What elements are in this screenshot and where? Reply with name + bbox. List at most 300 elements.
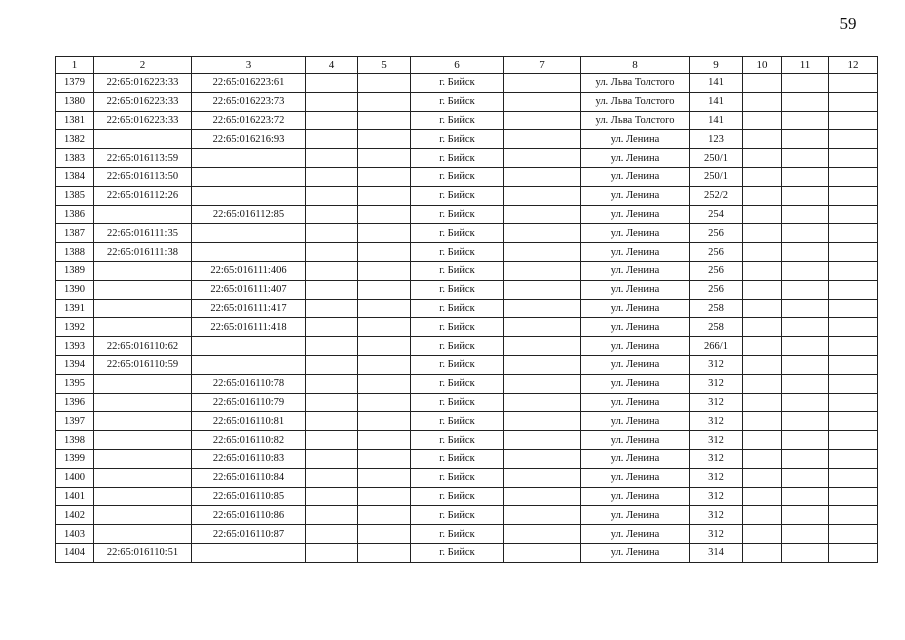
- table-cell-col-11: [782, 167, 829, 186]
- table-cell-col-6: г. Бийск: [411, 487, 504, 506]
- table-cell-col-9: 258: [690, 318, 743, 337]
- table-cell-col-1: 1401: [56, 487, 94, 506]
- table-cell-col-8: ул. Ленина: [581, 280, 690, 299]
- table-cell-col-2: 22:65:016110:51: [94, 543, 192, 562]
- table-cell-col-4: [306, 412, 358, 431]
- table-row: [56, 355, 878, 374]
- table-cell-col-11: [782, 543, 829, 562]
- table-cell-col-7: [504, 412, 581, 431]
- table-cell-col-10: [743, 355, 782, 374]
- table-cell-col-1: 1394: [56, 355, 94, 374]
- table-row: [56, 318, 878, 337]
- table-cell-col-12: [829, 487, 878, 506]
- table-cell-col-12: [829, 186, 878, 205]
- table-cell-col-6: г. Бийск: [411, 525, 504, 544]
- table-cell-col-5: [358, 318, 411, 337]
- table-cell-col-7: [504, 92, 581, 111]
- table-cell-col-9: 312: [690, 431, 743, 450]
- table-cell-col-6: г. Бийск: [411, 280, 504, 299]
- table-cell-col-11: [782, 111, 829, 130]
- table-cell-col-11: [782, 487, 829, 506]
- table-cell-col-9: 312: [690, 487, 743, 506]
- column-header-10: 10: [743, 57, 782, 74]
- table-cell-col-11: [782, 186, 829, 205]
- table-cell-col-9: 312: [690, 412, 743, 431]
- table-cell-col-7: [504, 431, 581, 450]
- table-cell-col-10: [743, 393, 782, 412]
- table-cell-col-7: [504, 468, 581, 487]
- table-cell-col-12: [829, 525, 878, 544]
- table-cell-col-2: 22:65:016110:62: [94, 337, 192, 356]
- table-cell-col-2: [94, 261, 192, 280]
- table-cell-col-2: [94, 280, 192, 299]
- table-cell-col-1: 1398: [56, 431, 94, 450]
- table-cell-col-10: [743, 468, 782, 487]
- table-cell-col-3: [192, 149, 306, 168]
- table-cell-col-7: [504, 299, 581, 318]
- table-cell-col-3: 22:65:016112:85: [192, 205, 306, 224]
- column-header-12: 12: [829, 57, 878, 74]
- column-header-1: 1: [56, 57, 94, 74]
- table-cell-col-8: ул. Ленина: [581, 318, 690, 337]
- table-cell-col-5: [358, 412, 411, 431]
- table-cell-col-10: [743, 149, 782, 168]
- page-number: 59: [839, 14, 857, 33]
- table-cell-col-10: [743, 337, 782, 356]
- table-cell-col-7: [504, 393, 581, 412]
- table-cell-col-9: 254: [690, 205, 743, 224]
- table-cell-col-8: ул. Ленина: [581, 130, 690, 149]
- table-cell-col-4: [306, 205, 358, 224]
- table-cell-col-3: [192, 167, 306, 186]
- table-cell-col-4: [306, 74, 358, 93]
- table-cell-col-5: [358, 92, 411, 111]
- table-cell-col-1: 1403: [56, 525, 94, 544]
- table-cell-col-11: [782, 224, 829, 243]
- table-cell-col-3: 22:65:016110:81: [192, 412, 306, 431]
- table-cell-col-5: [358, 337, 411, 356]
- table-cell-col-3: 22:65:016110:83: [192, 449, 306, 468]
- table-cell-col-3: [192, 337, 306, 356]
- table-cell-col-4: [306, 468, 358, 487]
- table-cell-col-4: [306, 374, 358, 393]
- table-cell-col-4: [306, 337, 358, 356]
- table-cell-col-5: [358, 205, 411, 224]
- table-cell-col-8: ул. Ленина: [581, 167, 690, 186]
- table-cell-col-2: 22:65:016223:33: [94, 74, 192, 93]
- table-cell-col-4: [306, 449, 358, 468]
- table-cell-col-1: 1379: [56, 74, 94, 93]
- table-cell-col-2: [94, 487, 192, 506]
- table-cell-col-11: [782, 149, 829, 168]
- table-cell-col-4: [306, 487, 358, 506]
- column-header-2: 2: [94, 57, 192, 74]
- table-cell-col-10: [743, 374, 782, 393]
- table-cell-col-8: ул. Ленина: [581, 412, 690, 431]
- table-cell-col-7: [504, 74, 581, 93]
- table-cell-col-9: 256: [690, 224, 743, 243]
- table-cell-col-10: [743, 261, 782, 280]
- table-cell-col-4: [306, 149, 358, 168]
- table-cell-col-4: [306, 299, 358, 318]
- table-cell-col-8: ул. Ленина: [581, 431, 690, 450]
- table-cell-col-2: 22:65:016113:59: [94, 149, 192, 168]
- table-body: [56, 74, 878, 563]
- table-cell-col-12: [829, 111, 878, 130]
- table-cell-col-9: 312: [690, 449, 743, 468]
- table-cell-col-10: [743, 167, 782, 186]
- table-cell-col-5: [358, 243, 411, 262]
- table-cell-col-7: [504, 337, 581, 356]
- table-cell-col-11: [782, 506, 829, 525]
- column-header-11: 11: [782, 57, 829, 74]
- table-cell-col-3: 22:65:016223:61: [192, 74, 306, 93]
- table-cell-col-11: [782, 412, 829, 431]
- table-row: [56, 506, 878, 525]
- table-cell-col-1: 1404: [56, 543, 94, 562]
- table-cell-col-10: [743, 92, 782, 111]
- table-cell-col-9: 123: [690, 130, 743, 149]
- table-cell-col-2: [94, 205, 192, 224]
- table-cell-col-6: г. Бийск: [411, 92, 504, 111]
- table-cell-col-11: [782, 468, 829, 487]
- table-cell-col-6: г. Бийск: [411, 299, 504, 318]
- table-cell-col-1: 1389: [56, 261, 94, 280]
- table-cell-col-5: [358, 74, 411, 93]
- table-row: [56, 130, 878, 149]
- table-cell-col-12: [829, 261, 878, 280]
- table-cell-col-1: 1402: [56, 506, 94, 525]
- table-cell-col-5: [358, 525, 411, 544]
- table-cell-col-12: [829, 337, 878, 356]
- table-cell-col-7: [504, 130, 581, 149]
- table-cell-col-10: [743, 280, 782, 299]
- table-row: [56, 468, 878, 487]
- table-cell-col-11: [782, 130, 829, 149]
- table-cell-col-6: г. Бийск: [411, 130, 504, 149]
- table-cell-col-4: [306, 224, 358, 243]
- table-cell-col-1: 1390: [56, 280, 94, 299]
- table-cell-col-10: [743, 525, 782, 544]
- table-cell-col-3: 22:65:016110:84: [192, 468, 306, 487]
- table-row: [56, 280, 878, 299]
- table-cell-col-6: г. Бийск: [411, 74, 504, 93]
- table-cell-col-5: [358, 393, 411, 412]
- table-cell-col-11: [782, 74, 829, 93]
- table-cell-col-8: ул. Ленина: [581, 506, 690, 525]
- table-cell-col-12: [829, 393, 878, 412]
- table-row: [56, 74, 878, 93]
- table-cell-col-9: 312: [690, 506, 743, 525]
- table-cell-col-7: [504, 243, 581, 262]
- table-cell-col-2: 22:65:016223:33: [94, 92, 192, 111]
- table-cell-col-3: 22:65:016223:72: [192, 111, 306, 130]
- table-cell-col-10: [743, 224, 782, 243]
- table-cell-col-8: ул. Льва Толстого: [581, 92, 690, 111]
- table-cell-col-9: 258: [690, 299, 743, 318]
- table-cell-col-4: [306, 355, 358, 374]
- table-cell-col-1: 1381: [56, 111, 94, 130]
- table-cell-col-1: 1396: [56, 393, 94, 412]
- table-cell-col-8: ул. Ленина: [581, 449, 690, 468]
- table-cell-col-4: [306, 393, 358, 412]
- table-cell-col-5: [358, 449, 411, 468]
- table-cell-col-6: г. Бийск: [411, 111, 504, 130]
- table-cell-col-10: [743, 431, 782, 450]
- table-cell-col-12: [829, 374, 878, 393]
- table-cell-col-10: [743, 543, 782, 562]
- table-cell-col-8: ул. Ленина: [581, 337, 690, 356]
- table-cell-col-6: г. Бийск: [411, 337, 504, 356]
- table-cell-col-5: [358, 130, 411, 149]
- table-cell-col-11: [782, 431, 829, 450]
- column-header-4: 4: [306, 57, 358, 74]
- table-cell-col-7: [504, 525, 581, 544]
- table-cell-col-3: 22:65:016111:417: [192, 299, 306, 318]
- table-cell-col-2: [94, 393, 192, 412]
- table-cell-col-11: [782, 299, 829, 318]
- table-cell-col-12: [829, 92, 878, 111]
- table-cell-col-5: [358, 543, 411, 562]
- table-cell-col-12: [829, 224, 878, 243]
- table-cell-col-4: [306, 431, 358, 450]
- table-cell-col-6: г. Бийск: [411, 205, 504, 224]
- table-cell-col-5: [358, 468, 411, 487]
- table-cell-col-8: ул. Ленина: [581, 261, 690, 280]
- table-cell-col-3: 22:65:016110:82: [192, 431, 306, 450]
- table-cell-col-12: [829, 149, 878, 168]
- table-cell-col-5: [358, 506, 411, 525]
- table-cell-col-9: 250/1: [690, 149, 743, 168]
- table-cell-col-12: [829, 243, 878, 262]
- table-cell-col-7: [504, 318, 581, 337]
- column-header-8: 8: [581, 57, 690, 74]
- table-cell-col-6: г. Бийск: [411, 167, 504, 186]
- table-cell-col-6: г. Бийск: [411, 506, 504, 525]
- table-cell-col-11: [782, 449, 829, 468]
- table-cell-col-8: ул. Льва Толстого: [581, 111, 690, 130]
- table-cell-col-2: 22:65:016113:50: [94, 167, 192, 186]
- table-cell-col-8: ул. Ленина: [581, 243, 690, 262]
- table-cell-col-4: [306, 92, 358, 111]
- table-cell-col-4: [306, 318, 358, 337]
- column-header-6: 6: [411, 57, 504, 74]
- table-row: [56, 543, 878, 562]
- table-cell-col-7: [504, 186, 581, 205]
- table-row: [56, 224, 878, 243]
- table-cell-col-4: [306, 261, 358, 280]
- table-row: [56, 393, 878, 412]
- table-cell-col-11: [782, 243, 829, 262]
- table-cell-col-10: [743, 318, 782, 337]
- table-cell-col-4: [306, 167, 358, 186]
- table-row: [56, 449, 878, 468]
- table-cell-col-7: [504, 355, 581, 374]
- table-cell-col-10: [743, 74, 782, 93]
- table-cell-col-7: [504, 149, 581, 168]
- table-cell-col-9: 312: [690, 355, 743, 374]
- table-row: [56, 92, 878, 111]
- table-cell-col-12: [829, 318, 878, 337]
- table-cell-col-3: [192, 355, 306, 374]
- table-cell-col-1: 1382: [56, 130, 94, 149]
- table-cell-col-12: [829, 167, 878, 186]
- table-cell-col-11: [782, 355, 829, 374]
- table-cell-col-9: 252/2: [690, 186, 743, 205]
- table-cell-col-11: [782, 337, 829, 356]
- table-row: [56, 186, 878, 205]
- table-cell-col-5: [358, 355, 411, 374]
- column-header-9: 9: [690, 57, 743, 74]
- table-cell-col-6: г. Бийск: [411, 224, 504, 243]
- table-cell-col-1: 1392: [56, 318, 94, 337]
- table-cell-col-3: [192, 186, 306, 205]
- table-row: [56, 205, 878, 224]
- table-row: [56, 337, 878, 356]
- table-cell-col-7: [504, 167, 581, 186]
- table-cell-col-1: 1391: [56, 299, 94, 318]
- table-cell-col-8: ул. Ленина: [581, 468, 690, 487]
- table-cell-col-3: 22:65:016111:406: [192, 261, 306, 280]
- table-cell-col-5: [358, 111, 411, 130]
- table-cell-col-10: [743, 186, 782, 205]
- table-row: [56, 149, 878, 168]
- column-header-3: 3: [192, 57, 306, 74]
- table-cell-col-2: [94, 130, 192, 149]
- table-cell-col-10: [743, 205, 782, 224]
- table-cell-col-12: [829, 280, 878, 299]
- table-cell-col-3: [192, 543, 306, 562]
- table-cell-col-11: [782, 205, 829, 224]
- table-cell-col-3: 22:65:016110:79: [192, 393, 306, 412]
- table-cell-col-6: г. Бийск: [411, 449, 504, 468]
- table-cell-col-12: [829, 299, 878, 318]
- table-cell-col-5: [358, 431, 411, 450]
- table-cell-col-12: [829, 130, 878, 149]
- table-cell-col-3: [192, 224, 306, 243]
- table-row: [56, 374, 878, 393]
- table-cell-col-9: 266/1: [690, 337, 743, 356]
- table-cell-col-4: [306, 243, 358, 262]
- table-cell-col-5: [358, 224, 411, 243]
- table-cell-col-2: [94, 318, 192, 337]
- table-cell-col-12: [829, 431, 878, 450]
- table-cell-col-3: 22:65:016110:78: [192, 374, 306, 393]
- table-cell-col-7: [504, 205, 581, 224]
- table-cell-col-7: [504, 224, 581, 243]
- table-cell-col-10: [743, 111, 782, 130]
- table-cell-col-9: 312: [690, 468, 743, 487]
- table-cell-col-8: ул. Ленина: [581, 299, 690, 318]
- table-cell-col-4: [306, 543, 358, 562]
- table-cell-col-1: 1383: [56, 149, 94, 168]
- table-cell-col-8: ул. Ленина: [581, 393, 690, 412]
- table-cell-col-6: г. Бийск: [411, 186, 504, 205]
- table-cell-col-2: [94, 374, 192, 393]
- table-row: [56, 261, 878, 280]
- table-cell-col-9: 141: [690, 111, 743, 130]
- table-cell-col-12: [829, 74, 878, 93]
- table-cell-col-12: [829, 468, 878, 487]
- table-cell-col-8: ул. Ленина: [581, 487, 690, 506]
- table-cell-col-5: [358, 261, 411, 280]
- table-cell-col-7: [504, 506, 581, 525]
- table-cell-col-8: ул. Ленина: [581, 355, 690, 374]
- table-cell-col-3: 22:65:016110:86: [192, 506, 306, 525]
- table-cell-col-4: [306, 280, 358, 299]
- table-row: [56, 243, 878, 262]
- table-cell-col-4: [306, 111, 358, 130]
- table-cell-col-3: 22:65:016110:85: [192, 487, 306, 506]
- table-cell-col-1: 1393: [56, 337, 94, 356]
- table-cell-col-10: [743, 412, 782, 431]
- table-cell-col-3: 22:65:016111:407: [192, 280, 306, 299]
- table-cell-col-8: ул. Ленина: [581, 186, 690, 205]
- table-cell-col-7: [504, 280, 581, 299]
- table-row: [56, 412, 878, 431]
- table-cell-col-6: г. Бийск: [411, 318, 504, 337]
- table-cell-col-8: ул. Ленина: [581, 543, 690, 562]
- table-cell-col-1: 1400: [56, 468, 94, 487]
- table-cell-col-6: г. Бийск: [411, 543, 504, 562]
- table-cell-col-4: [306, 525, 358, 544]
- table-cell-col-6: г. Бийск: [411, 374, 504, 393]
- table-cell-col-12: [829, 355, 878, 374]
- table-cell-col-12: [829, 449, 878, 468]
- table-cell-col-2: 22:65:016223:33: [94, 111, 192, 130]
- table-cell-col-5: [358, 374, 411, 393]
- table-cell-col-2: [94, 412, 192, 431]
- table-cell-col-9: 312: [690, 393, 743, 412]
- table-cell-col-10: [743, 243, 782, 262]
- table-cell-col-9: 314: [690, 543, 743, 562]
- table-cell-col-1: 1397: [56, 412, 94, 431]
- table-cell-col-6: г. Бийск: [411, 243, 504, 262]
- table-cell-col-6: г. Бийск: [411, 468, 504, 487]
- table-cell-col-2: [94, 506, 192, 525]
- table-cell-col-2: 22:65:016111:35: [94, 224, 192, 243]
- table-cell-col-2: [94, 431, 192, 450]
- table-cell-col-2: [94, 468, 192, 487]
- table-cell-col-5: [358, 186, 411, 205]
- table-cell-col-2: [94, 449, 192, 468]
- table-cell-col-5: [358, 149, 411, 168]
- table-cell-col-1: 1387: [56, 224, 94, 243]
- table-cell-col-8: ул. Льва Толстого: [581, 74, 690, 93]
- table-cell-col-9: 141: [690, 92, 743, 111]
- table-cell-col-11: [782, 280, 829, 299]
- table-cell-col-10: [743, 449, 782, 468]
- table-cell-col-5: [358, 299, 411, 318]
- table-cell-col-5: [358, 280, 411, 299]
- column-header-5: 5: [358, 57, 411, 74]
- table-cell-col-11: [782, 525, 829, 544]
- table-cell-col-1: 1380: [56, 92, 94, 111]
- table-row: [56, 487, 878, 506]
- table-row: [56, 111, 878, 130]
- table-cell-col-4: [306, 506, 358, 525]
- table-row: [56, 525, 878, 544]
- table-cell-col-3: 22:65:016223:73: [192, 92, 306, 111]
- table-cell-col-11: [782, 92, 829, 111]
- table-row: [56, 167, 878, 186]
- table-cell-col-9: 250/1: [690, 167, 743, 186]
- table-cell-col-10: [743, 130, 782, 149]
- table-cell-col-10: [743, 299, 782, 318]
- table-cell-col-6: г. Бийск: [411, 261, 504, 280]
- table-cell-col-2: 22:65:016112:26: [94, 186, 192, 205]
- table-cell-col-9: 256: [690, 261, 743, 280]
